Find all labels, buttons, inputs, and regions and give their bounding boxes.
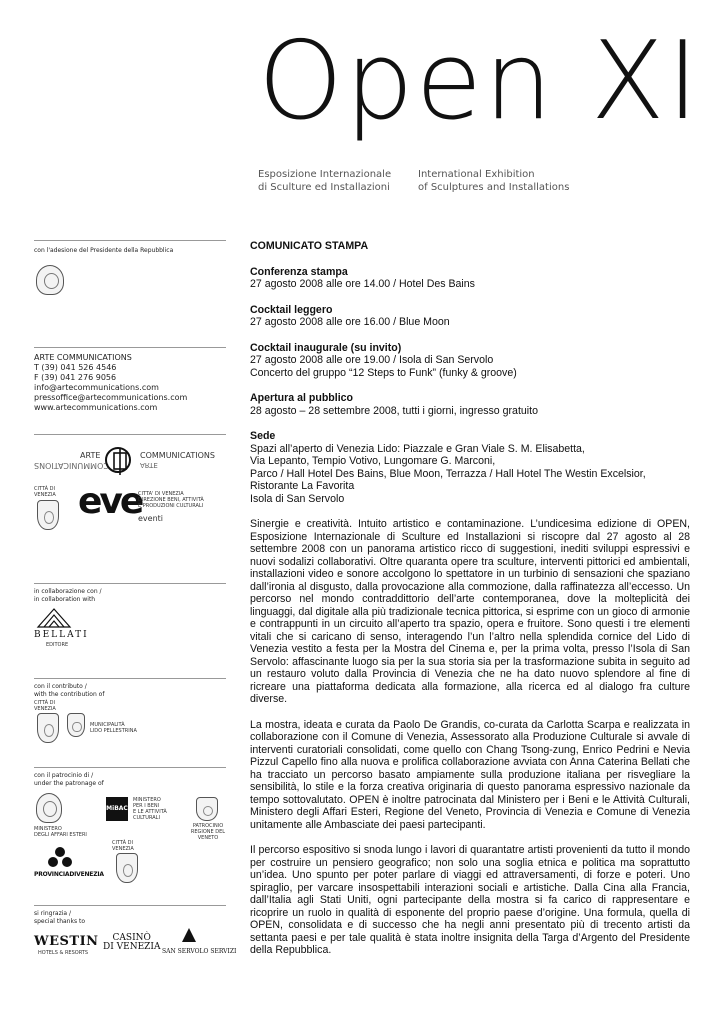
mibac-label bbox=[133, 797, 167, 821]
divider bbox=[34, 678, 226, 679]
provincia-logo-text: PROVINCIADIVENEZIA bbox=[34, 871, 104, 878]
thanks-label-line: si ringrazia / bbox=[34, 910, 72, 917]
website-link[interactable]: www.artecommunications.com bbox=[34, 403, 158, 412]
fax-number: F (39) 041 276 9056 bbox=[34, 373, 117, 382]
citta-di-venezia-label: CITTÀ DI VENEZIA bbox=[34, 486, 56, 498]
patronage-label-line: con il patrocinio di / bbox=[34, 772, 94, 779]
casino-logo-line: DI VENEZIA bbox=[103, 942, 161, 952]
section-line: Via Lepanto, Tempio Votivo, Lungomare G. Marconi, bbox=[250, 455, 496, 467]
san-servolo-logo-icon bbox=[180, 926, 198, 944]
veneto-patronage-line: REGIONE DEL VENETO bbox=[190, 829, 226, 841]
exhibition-logo-title: Open XI bbox=[258, 19, 701, 144]
venezia-crest-icon bbox=[37, 713, 59, 743]
provincia-logo-icon bbox=[48, 846, 72, 868]
divider bbox=[34, 240, 226, 241]
section-line: Parco / Hall Hotel Des Bains, Blue Moon, Terrazza / Hall Hotel The Westin Excelsior, bbox=[250, 467, 646, 480]
section-title: Sede bbox=[250, 430, 276, 442]
contribution-label-line: con il contributo / bbox=[34, 683, 87, 690]
divider bbox=[34, 767, 226, 768]
venezia-crest-icon bbox=[37, 500, 59, 530]
mibac-label-line: MINISTERO bbox=[133, 797, 161, 803]
foreign-affairs-label-line: MINISTERO bbox=[34, 826, 62, 832]
divider bbox=[34, 905, 226, 906]
section-title: Cocktail leggero bbox=[250, 303, 333, 316]
veneto-patronage-label bbox=[186, 823, 230, 841]
section-line: Ristorante La Favorita bbox=[250, 480, 355, 492]
veneto-patronage-line: PATROCINIO bbox=[192, 823, 224, 829]
mibac-logo-icon: MiBAC bbox=[106, 797, 128, 821]
bellati-sub-text: EDITORE bbox=[46, 642, 69, 648]
foreign-affairs-label bbox=[34, 826, 87, 838]
press-release-body bbox=[250, 240, 690, 957]
email-info-link[interactable]: info@artecommunications.com bbox=[34, 383, 159, 392]
thanks-label bbox=[34, 910, 226, 926]
body-paragraph: Il percorso espositivo si snoda lungo i lavori di quarantatre artisti provenienti da tutto il mondo per costruire un pensiero geografico; non solo una soglia etnica e politica ma soprattutto un’idea. Uno spunto per poter parlare di viaggi ed attraversamenti, di forze e poteri. Uno spiraglio, per varcare insospettabili interazioni sociali e artistiche. Dalla Cina alla Francia, dall’Italia agli Stati Uniti, ogni partecipante della mostra si fa carico di rappresentare e ricoprire un ruolo in qualità di esponente del proprio paese d’origine. Una formula, quella di OPEN, consolidata e di successo che ha negli anni presentato più di trecento artisti da settanta paesi e per tale qualità è stata inoltre insignita della Targa d’Argento del Presidente della Repubblica. bbox=[250, 844, 690, 956]
venezia-crest-icon bbox=[116, 853, 138, 883]
email-press-link[interactable]: pressoffice@artecommunications.com bbox=[34, 393, 188, 402]
municipality-label-line: LIDO PELLESTRINA bbox=[90, 728, 137, 734]
contribution-citta-label: CITTÀ DI VENEZIA bbox=[34, 700, 56, 712]
mibac-label-line: E LE ATTIVITÀ bbox=[133, 809, 167, 815]
municipality-label-line: MUNICIPALITÀ bbox=[90, 722, 125, 728]
thanks-label-line: special thanks to bbox=[34, 918, 86, 925]
san-servolo-logo-text: SAN SERVOLO SERVIZI bbox=[162, 948, 237, 955]
collaboration-label bbox=[34, 588, 226, 604]
section-line: 28 agosto – 28 settembre 2008, tutti i giorni, ingresso gratuito bbox=[250, 404, 538, 417]
subtitle-english-line: International Exhibition bbox=[418, 169, 535, 180]
subtitle-italian-line: di Sculture ed Installazioni bbox=[258, 182, 390, 193]
divider bbox=[34, 583, 226, 584]
patronage-label-line: under the patronage of bbox=[34, 780, 104, 787]
westin-logo-text: WESTIN bbox=[34, 934, 99, 949]
section-line: 27 agosto 2008 alle ore 14.00 / Hotel Des Bains bbox=[250, 278, 475, 290]
patronage-citta-label: CITTÀ DI VENEZIA bbox=[112, 840, 134, 852]
eventi-label: eventi bbox=[138, 514, 164, 523]
body-paragraph: La mostra, ideata e curata da Paolo De Grandis, co-curata da Carlotta Scarpa e realizzata in collaborazione con il Comune di Venezia, Assessorato alla Produzione Culturale si avvale di interventi curatoriali consolidati, come quello con Chang Tsong-zung, Enrico Pedrini e Nevia Pizzul Capello fino alla nuova e prolifica collaborazione avviata con Anna Caterina Bellati che ha tracciato un percorso basato ampiamente sulla produzione italiana per risvegliare la sensibilità, lo stile e la forza creativa originaria di questo panorama espressivo nazionale da tempo sottovalutato. OPEN è inoltre patrocinata dal Ministero per i Beni e le Attività Culturali, Ministero degli Affari Esteri, Regione del Veneto, Provincia di Venezia e Comune di Venezia unitamente alle Ambasciate dei paesi partecipanti. bbox=[250, 718, 690, 831]
patronage-label bbox=[34, 772, 226, 788]
collaboration-label-line: in collaborazione con / bbox=[34, 588, 102, 595]
section-title: Cocktail inaugurale (su invito) bbox=[250, 341, 402, 354]
mibac-label-line: PER I BENI bbox=[133, 803, 160, 809]
mibac-label-line: CULTURALI bbox=[133, 815, 160, 821]
contact-block bbox=[34, 353, 226, 413]
section-line: 27 agosto 2008 alle ore 16.00 / Blue Moon bbox=[250, 316, 450, 328]
company-name: ARTE COMMUNICATIONS bbox=[34, 353, 132, 362]
veneto-region-emblem-icon bbox=[196, 797, 218, 821]
body-paragraph: Sinergie e creatività. Intuito artistico e contaminazione. L’undicesima edizione di OPEN, Esposizione Internazionale di Sculture ed Installazioni si riscopre dal 27 agosto al 28 settembre 2008 con un panorama artistico ricco di suggestioni, inediti sviluppi espressivi e nuovi sodalizi collaborativi. Oltre quaranta opere tra sculture, interventi pittorici ed ambientali, installazioni video e sonore accolgono lo spettatore in un turbinio di sensazioni che spaziano dall’ironia al disgusto, dalla provocazione alla commozione, dalla raffinatezza all’eccesso. Un percorso nel mondo contraddittorio dell’arte contemporanea, dove la molteplicità dei linguaggi, dal digitale alla più tradizionale tecnica pittorica, si esprime con un gioco di armonie e contrappunti in un circuito all’aperto tra spazio, opera e fruitore. Sono questi i tre elementi vitali che si caricano di senso, interagendo l’un l’altro nella splendida cornice del Lido di Venezia vestito a festa per la Mostra del Cinema e, per la prima volta, presso l’Isola di San Servolo: affascinante luogo sia per la sua storia sia per la trasformazione subita in seguito ad un restauro voluto dalla Provincia di Venezia che ne ha dato nuovo splendore al fine di ricreare una piattaforma dedicata alla formazione, alla ricerca ed al dialogo fra culture diverse. bbox=[250, 518, 690, 705]
subtitle-english-line: of Sculptures and Installations bbox=[418, 182, 570, 193]
section-line: 27 agosto 2008 alle ore 19.00 / Isola di San Servolo bbox=[250, 354, 494, 366]
venezia-logo-line: CITTA' DI VENEZIA bbox=[138, 491, 184, 497]
section-line: Isola di San Servolo bbox=[250, 492, 345, 505]
adhesion-label: con l'adesione del Presidente della Repubblica bbox=[34, 247, 174, 254]
arte-communications-logo-icon bbox=[104, 444, 136, 478]
subtitle-italian bbox=[258, 168, 391, 194]
casino-logo-text bbox=[103, 934, 160, 952]
eve-logo-icon: eve bbox=[78, 481, 142, 522]
bellati-logo-text: BELLATI bbox=[34, 630, 89, 640]
section-line: Spazi all’aperto di Venezia Lido: Piazzale e Gran Viale S. M. Elisabetta, bbox=[250, 442, 585, 455]
phone-number: T (39) 041 526 4546 bbox=[34, 363, 117, 372]
municipality-label bbox=[90, 722, 137, 734]
subtitle-english bbox=[418, 168, 569, 194]
section-line: Concerto del gruppo “12 Steps to Funk” (funky & groove) bbox=[250, 366, 517, 379]
collaboration-label-line: in collaboration with bbox=[34, 596, 96, 603]
arte-logo-small-mirrored: ARTE bbox=[140, 461, 158, 469]
italian-republic-emblem-icon bbox=[36, 265, 64, 295]
subtitle-italian-line: Esposizione Internazionale bbox=[258, 169, 392, 180]
contribution-label-line: with the contribution of bbox=[34, 691, 105, 698]
foreign-affairs-label-line: DEGLI AFFARI ESTERI bbox=[34, 832, 87, 838]
venezia-logo-line: DIREZIONE BENI, ATTIVITÀ bbox=[138, 497, 204, 503]
press-release-heading: COMUNICATO STAMPA bbox=[250, 240, 369, 252]
section-title: Apertura al pubblico bbox=[250, 392, 354, 404]
venezia-logo-line: E PRODUZIONI CULTURALI bbox=[138, 503, 204, 509]
bellati-logo-icon bbox=[36, 605, 72, 629]
divider bbox=[34, 434, 226, 435]
arte-logo-text: ARTE bbox=[80, 451, 101, 460]
municipality-crest-icon bbox=[67, 713, 85, 737]
foreign-affairs-emblem-icon bbox=[36, 793, 62, 823]
westin-sub-text: HOTELS & RESORTS bbox=[38, 950, 89, 956]
divider bbox=[34, 347, 226, 348]
casino-logo-line: CASINÒ bbox=[112, 933, 151, 943]
venezia-logo-text bbox=[138, 491, 204, 509]
arte-logo-mirrored-text: COMMUNICATIONS bbox=[34, 461, 109, 470]
communications-logo-text: COMMUNICATIONS bbox=[140, 451, 215, 460]
section-title: Conferenza stampa bbox=[250, 265, 348, 278]
contribution-label bbox=[34, 683, 226, 699]
